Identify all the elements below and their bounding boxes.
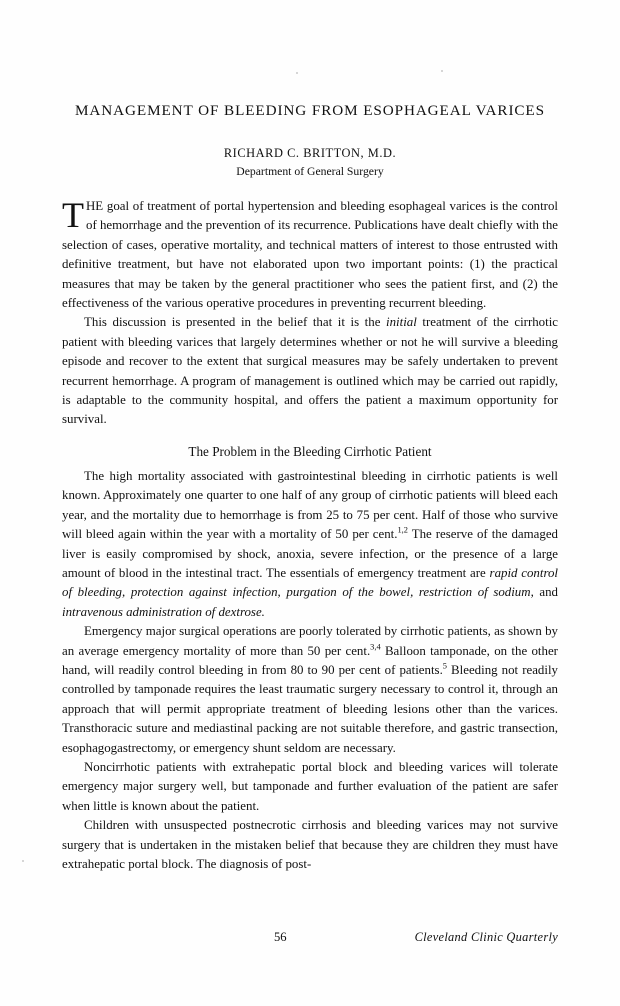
paragraph-4 xyxy=(62,622,558,758)
paragraph-5: Noncirrhotic patients with extrahepatic portal block and bleeding varices will tolerate emergency major surgery well, but tamponade and further evaluation of the patient are safer when little is known about the patient. xyxy=(62,759,558,813)
paragraph-2-text-after: treatment of the cirrhotic patient with bleeding varices that largely determines whether or not he will survive a bleeding episode and recover to the extent that surgical measures may be safely undertaken to prevent recurrent hemorrhage. A program of management is outlined which may be carried out rapidly, is adaptable to the community hospital, and offers the patient a maximum opportunity for survival. xyxy=(62,315,559,427)
paragraph-1-text: HE goal of treatment of portal hypertension and bleeding esophageal varices is the control of hemorrhage and the prevention of its recurrence. Publications have dealt chiefly with the selection of cases, operative mortality, and technical matters of interest to those entrusted with definitive treatment, but have not elaborated upon two important points: (1) the practical measures that may be taken by the general practitioner who sees the patient first, and (2) the effectiveness of the various operative procedures in preventing recurrent bleeding. xyxy=(62,199,558,311)
footnote-ref-5: 5 xyxy=(442,661,447,671)
paragraph-6: Children with unsuspected postnecrotic cirrhosis and bleeding varices may not survive surgery that is undertaken in the mistaken belief that because they are children they must have extrahepatic portal block. The diagnosis of post- xyxy=(62,818,558,871)
footnote-ref-1-2: 1,2 xyxy=(397,525,408,535)
paragraph-4-segment-1: Emergency major surgical operations are poorly tolerated by cirrhotic patients, as shown by an average emergency mortality of more than 50 per cent. xyxy=(62,624,558,658)
page-footer xyxy=(62,930,558,945)
scan-artifact xyxy=(22,860,24,862)
paragraph-4-segment-3: Bleeding not readily controlled by tamponade requires the least traumatic surgery necessary to control it, through an approach that will permit appropriate treatment of bleeding lesions other than the varices. Transthoracic suture and mediastinal packing are not suitable therefore, and gastric transection, esophagogastrectomy, or emergency shunt seldom are necessary. xyxy=(62,662,558,755)
paragraph-3 xyxy=(62,467,558,622)
footnote-ref-3-4: 3,4 xyxy=(370,642,381,652)
paragraph-3-segment-2: The reserve of the damaged liver is easily compromised by shock, anoxia, severe infection, or the presence of a large amount of blood in the intestinal tract. The essentials of emergency treatment are xyxy=(62,527,559,580)
document-content xyxy=(62,0,558,874)
paragraph-3-emphasis-1: rapid control of bleeding, protection against infection, purgation of the bowel, restriction of sodium, xyxy=(62,565,559,600)
paragraph-3-emphasis-2: intravenous administration of dextrose. xyxy=(62,604,265,619)
section-heading: The Problem in the Bleeding Cirrhotic Patient xyxy=(188,443,432,459)
paragraph-4-segment-2: Balloon tamponade, on the other hand, will readily control bleeding in from 80 to 90 per cent of patients. xyxy=(62,643,558,677)
author-affiliation: Department of General Surgery xyxy=(236,165,384,178)
author-name: RICHARD C. BRITTON, M.D. xyxy=(223,146,397,160)
paragraph-2-emphasis: initial xyxy=(386,315,417,330)
journal-title: Cleveland Clinic Quarterly xyxy=(414,930,558,944)
page-title: MANAGEMENT OF BLEEDING FROM ESOPHAGEAL VARICES xyxy=(75,102,545,119)
drop-cap: T xyxy=(62,195,84,235)
paragraph-1 xyxy=(62,197,558,313)
paragraph-3-segment-3: and xyxy=(533,585,558,600)
page-number: 56 xyxy=(274,930,287,944)
paragraph-2 xyxy=(62,313,558,429)
paragraph-2-text-before: This discussion is presented in the belief that it is the xyxy=(84,315,387,330)
paragraph-3-segment-1: The high mortality associated with gastrointestinal bleeding in cirrhotic patients is well known. Approximately one quarter to one half of any group of cirrhotic patients will bleed each year, and the mortality due to hemorrhage is from 25 to 75 per cent. Half of those who survive will bleed again within the year with a mortality of 50 per cent. xyxy=(62,468,558,542)
